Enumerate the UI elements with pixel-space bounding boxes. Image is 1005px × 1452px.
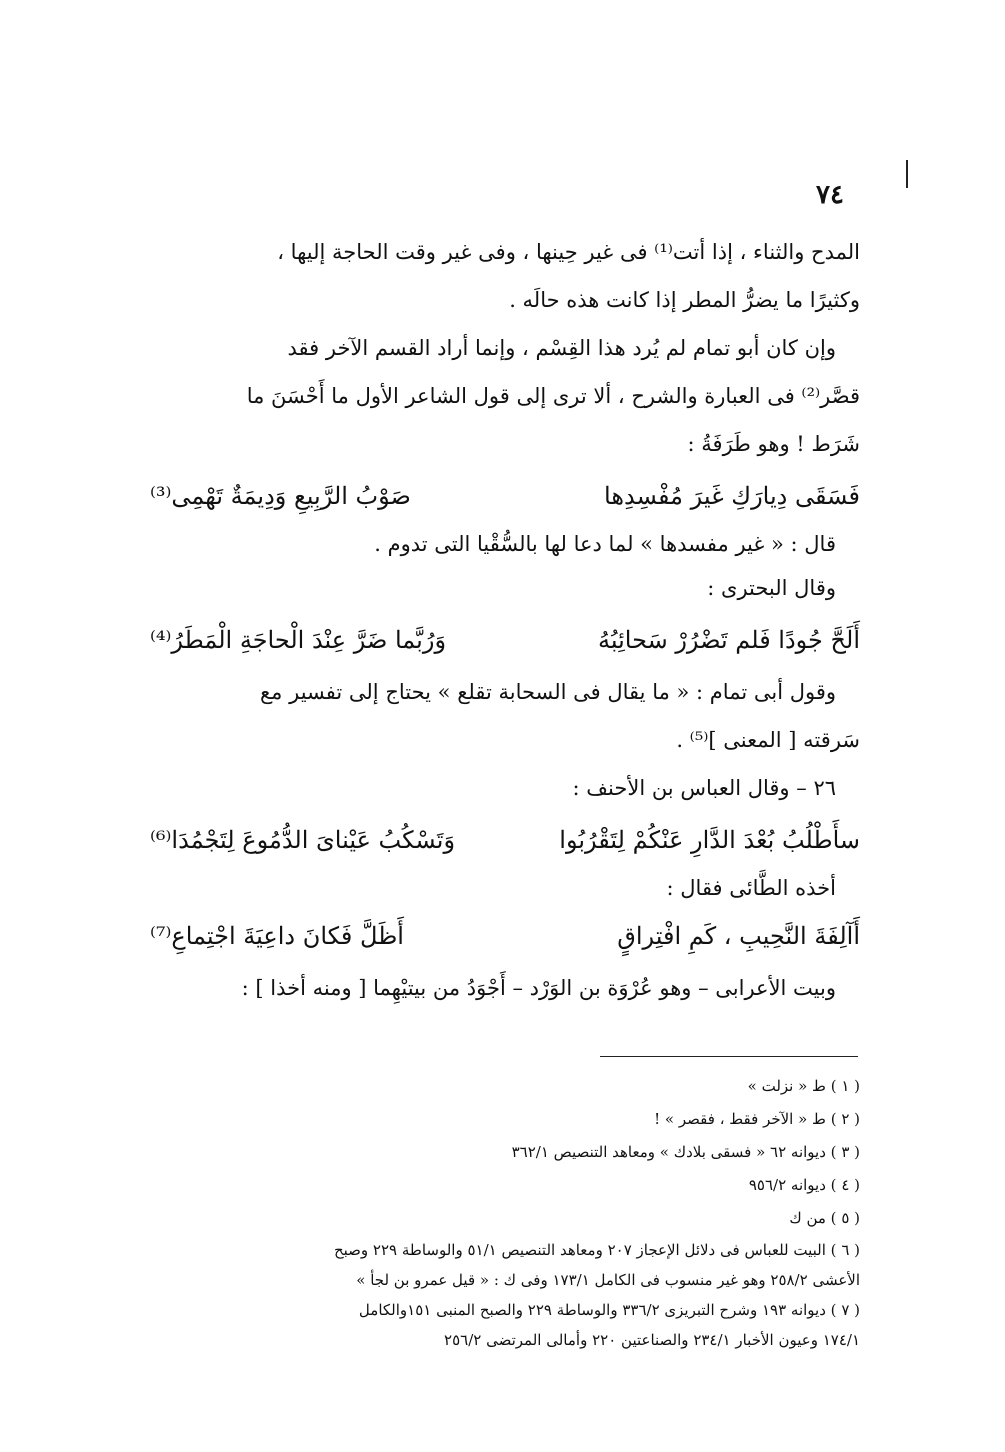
verse-buhturi xyxy=(150,612,860,668)
verse-hemistich-first: سأَطْلُبُ بُعْدَ الدَّارِ عَنْكُمْ لِتَقْرُبُوا xyxy=(559,826,860,854)
page-number: ٧٤ xyxy=(816,180,844,210)
paragraph-line: المدح والثناء ، إذا أتت⁽¹⁾ فى غير حِينها ، وفى غير وقت الحاجة إليها ، xyxy=(277,240,860,264)
paragraph-line: وبيت الأعرابى – وهو عُرْوَة بن الوَرْد – أَجْوَدُ من بيتيْهِما [ ومنه أخذا ] : xyxy=(241,976,836,1000)
verse-hemistich-first: أَآلِفَةَ النَّحِيبِ ، كَمِ افْتِراقٍ xyxy=(617,922,860,950)
verse-hemistich-first: أَلَحَّ جُودًا فَلم تَضْرُرْ سَحائِبُهُ xyxy=(598,626,860,654)
paragraph-line: وقول أبى تمام : « ما يقال فى السحابة تقلع » يحتاج إلى تفسير مع xyxy=(260,680,836,704)
paragraph-line: وكثيرًا ما يضرُّ المطر إذا كانت هذه حالَه . xyxy=(509,288,860,312)
main-text xyxy=(150,228,860,1012)
footnote: ( ٤ ) ديوانه ٩٥٦/٢ xyxy=(748,1176,860,1194)
verse-hemistich-second: وَرُبَّما ضَرَّ عِنْدَ الْحاجَةِ الْمَطَرُ⁽⁴⁾ xyxy=(150,626,447,654)
verse-hemistich-first: فَسَقَى دِيارَكِ غَيرَ مُفْسِدِها xyxy=(604,482,860,510)
paragraph-line: شَرَط ! وهو طَرَفَةُ : xyxy=(687,432,860,456)
paragraph-line: أخذه الطَّائى فقال : xyxy=(666,876,836,900)
paragraph-line: سَرقته [ المعنى ]⁽⁵⁾ . xyxy=(676,728,860,752)
footnote-continuation: الأعشى ٢٥٨/٢ وهو غير منسوب فى الكامل ١٧٣/١ وفى ك : « قيل عمرو بن لجأ » xyxy=(356,1271,860,1289)
footnote: ( ٣ ) ديوانه ٦٢ « فسقى بلادك » ومعاهد التنصيص ٣٦٢/١ xyxy=(511,1143,860,1161)
verse-tai xyxy=(150,908,860,964)
paragraph-line: قال : « غير مفسدها » لما دعا لها بالسُّقْيا التى تدوم . xyxy=(374,532,836,556)
paragraph-line: ٢٦ – وقال العباس بن الأحنف : xyxy=(572,776,836,800)
paragraph-line: قصَّر⁽²⁾ فى العبارة والشرح ، ألا ترى إلى قول الشاعر الأول ما أَحْسَنَ ما xyxy=(246,384,860,408)
margin-mark xyxy=(906,160,908,188)
footnote: ( ٢ ) ط « الآخر فقط ، فقصر » ! xyxy=(654,1110,860,1128)
footnote: ( ١ ) ط « نزلت » xyxy=(747,1077,860,1095)
verse-hemistich-second: صَوْبُ الرَّبِيعِ وَدِيمَةٌ تَهْمِى⁽³⁾ xyxy=(150,482,411,510)
footnote: ( ٦ ) البيت للعباس فى دلائل الإعجاز ٢٠٧ ومعاهد التنصيص ٥١/١ والوساطة ٢٢٩ وصبح xyxy=(333,1241,860,1259)
footnotes xyxy=(150,1070,860,1355)
footnote-continuation: ١٧٤/١ وعيون الأخبار ٢٣٤/١ والصناعتين ٢٢٠ وأمالى المرتضى ٢٥٦/٢ xyxy=(444,1331,860,1349)
paragraph-line: وقال البحترى : xyxy=(707,576,836,600)
footnote: ( ٥ ) من ك xyxy=(789,1209,860,1227)
verse-hemistich-second: أَظَلَّ فَكانَ داعِيَةَ اجْتِماعِ⁽⁷⁾ xyxy=(150,922,404,950)
verse-hemistich-second: وَتَسْكُبُ عَيْناىَ الدُّمُوعَ لِتَجْمُدَا⁽⁶⁾ xyxy=(150,826,456,854)
footnote: ( ٧ ) ديوانه ١٩٣ وشرح التبريزى ٣٣٦/٢ والوساطة ٢٢٩ والصبح المنبى ١٥١والكامل xyxy=(358,1301,860,1319)
verse-tarafa xyxy=(150,468,860,524)
footnote-divider xyxy=(600,1056,858,1057)
paragraph-line: وإن كان أبو تمام لم يُرد هذا القِسْم ، وإنما أراد القسم الآخر فقد xyxy=(287,336,836,360)
verse-abbas xyxy=(150,812,860,868)
